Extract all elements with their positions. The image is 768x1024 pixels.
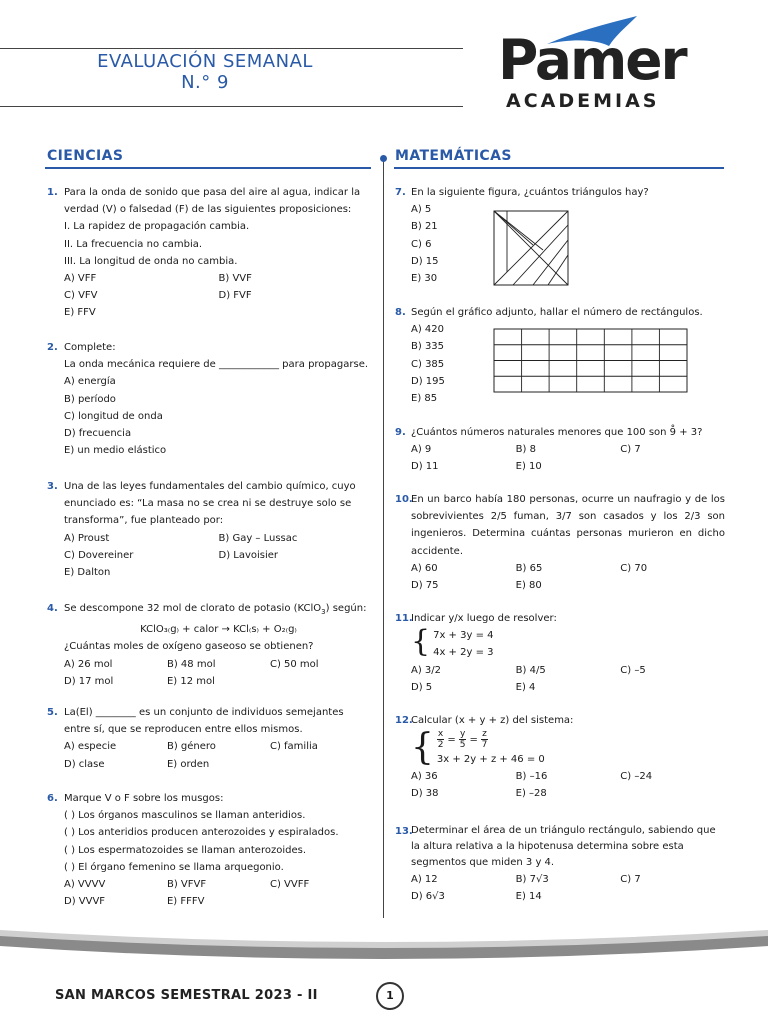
question-1 bbox=[47, 184, 373, 322]
proposition: III. La longitud de onda no cambia. bbox=[64, 255, 238, 267]
question-text: En la siguiente figura, ¿cuántos triángulos hay? bbox=[411, 187, 649, 198]
question-text: Indicar y/x luego de resolver: bbox=[411, 613, 557, 624]
question-text: ¿Cuántas moles de oxígeno gaseoso se obtienen? bbox=[64, 641, 314, 653]
chemical-equation: KClO₃₍g₎ + calor → KCl₍s₎ + O₂₍g₎ bbox=[140, 624, 297, 636]
question-text: Complete: bbox=[64, 342, 116, 353]
question-number: 13. bbox=[395, 826, 413, 837]
option-e[interactable]: E) FFV bbox=[64, 307, 96, 319]
option-b[interactable]: B) período bbox=[64, 393, 116, 405]
option-c[interactable]: C) longitud de onda bbox=[64, 410, 163, 422]
proposition: I. La rapidez de propagación cambia. bbox=[64, 221, 250, 233]
option-a[interactable]: A) energía bbox=[64, 376, 116, 388]
question-11 bbox=[395, 610, 725, 696]
question-number: 7. bbox=[395, 187, 406, 198]
question-number: 4. bbox=[47, 603, 58, 614]
rectangles-grid bbox=[493, 328, 689, 394]
question-text: La(El) ________ es un conjunto de individuos semejantes entre sí, que se reproducen entre ellos mismos. bbox=[64, 707, 344, 736]
option-a[interactable]: A) 3/2 bbox=[411, 664, 442, 676]
option-b[interactable]: B) género bbox=[166, 741, 216, 753]
option-d[interactable]: D) 75 bbox=[411, 580, 439, 592]
proposition: ( ) Los órganos masculinos se llaman anteridios. bbox=[64, 810, 306, 822]
proposition: ( ) Los anteridios producen anterozoides y espiralados. bbox=[64, 827, 339, 839]
option-e[interactable]: E) 85 bbox=[411, 393, 438, 405]
question-number: 6. bbox=[47, 793, 58, 804]
question-text: Marque V o F sobre los musgos: bbox=[64, 793, 224, 804]
option-b[interactable]: B) 7√3 bbox=[515, 874, 549, 885]
question-number: 3. bbox=[47, 481, 58, 492]
option-a[interactable]: A) 420 bbox=[411, 324, 445, 336]
equation-system: { $\frac{x}{2}$ = $\frac{y}{5}$ = $\frac{z}{7}$ 3x + 2y + z + 46 = 0 bbox=[411, 727, 545, 769]
option-e[interactable]: E) 4 bbox=[515, 681, 536, 693]
option-b[interactable]: B) –16 bbox=[515, 770, 548, 782]
question-12 bbox=[395, 712, 725, 802]
equation: 3x + 2y + z + 46 = 0 bbox=[436, 753, 545, 765]
option-c[interactable]: C) VFV bbox=[64, 290, 98, 302]
option-a[interactable]: A) 5 bbox=[411, 204, 432, 216]
option-b[interactable]: B) 8 bbox=[515, 444, 536, 456]
option-b[interactable]: B) 4/5 bbox=[515, 664, 546, 676]
option-d[interactable]: D) 17 mol bbox=[64, 675, 114, 687]
question-3 bbox=[47, 478, 373, 581]
option-e[interactable]: E) –28 bbox=[515, 788, 547, 800]
option-b[interactable]: B) 48 mol bbox=[166, 658, 216, 670]
option-c[interactable]: C) –5 bbox=[620, 664, 646, 676]
option-c[interactable]: C) VVFF bbox=[269, 879, 310, 891]
footer-text: SAN MARCOS SEMESTRAL 2023 - II bbox=[55, 988, 318, 1003]
section-title-matematicas: MATEMÁTICAS bbox=[395, 148, 512, 164]
option-d[interactable]: D) Lavoisier bbox=[218, 549, 279, 561]
option-a[interactable]: A) 9 bbox=[411, 444, 432, 456]
option-c[interactable]: C) 6 bbox=[411, 238, 432, 250]
header-rule-bottom bbox=[0, 106, 463, 107]
page-number: 1 bbox=[376, 982, 404, 1010]
question-6 bbox=[47, 790, 373, 910]
option-b[interactable]: B) VVF bbox=[218, 273, 252, 285]
question-4 bbox=[47, 600, 373, 690]
option-b[interactable]: B) VFVF bbox=[166, 879, 207, 891]
question-10 bbox=[395, 491, 725, 594]
option-e[interactable]: E) 30 bbox=[411, 273, 438, 285]
question-text: Determinar el área de un triángulo rectángulo, sabiendo que la altura relativa a la hipotenusa determina sobre esta segmentos que miden 3 y 4. bbox=[411, 825, 716, 868]
question-text: ¿Cuántos números naturales menores que 100 son 9̊ + 3? bbox=[411, 427, 703, 438]
option-c[interactable]: C) familia bbox=[269, 741, 318, 753]
divider-dot bbox=[380, 155, 387, 162]
option-a[interactable]: A) 26 mol bbox=[64, 658, 113, 670]
triangles-figure bbox=[493, 210, 569, 286]
question-text: Según el gráfico adjunto, hallar el número de rectángulos. bbox=[411, 307, 703, 318]
option-a[interactable]: A) VVVV bbox=[64, 879, 106, 891]
question-number: 2. bbox=[47, 342, 58, 353]
question-5 bbox=[47, 704, 373, 773]
question-text: Para la onda de sonido que pasa del aire al agua, indicar la verdad (V) o falsedad (F) de las siguientes proposiciones: bbox=[64, 187, 361, 216]
option-c[interactable]: C) 385 bbox=[411, 358, 445, 370]
option-a[interactable]: A) Proust bbox=[64, 532, 110, 544]
section-rule-right bbox=[394, 167, 724, 169]
option-e[interactable]: E) FFFV bbox=[166, 896, 205, 908]
header-rule-top bbox=[0, 48, 463, 49]
option-e[interactable]: E) Dalton bbox=[64, 567, 111, 579]
question-text: Calcular (x + y + z) del sistema: bbox=[411, 715, 574, 726]
option-d[interactable]: D) 11 bbox=[411, 461, 439, 473]
question-text: Una de las leyes fundamentales del cambio químico, cuyo enunciado es: “La masa no se crea ni se destruye solo se transforma”, fue planteado por: bbox=[64, 481, 356, 527]
option-c[interactable]: C) –24 bbox=[620, 770, 653, 782]
question-9 bbox=[395, 424, 725, 476]
column-divider bbox=[383, 158, 384, 918]
option-e[interactable]: E) un medio elástico bbox=[64, 445, 167, 457]
option-c[interactable]: C) 7 bbox=[620, 444, 641, 456]
option-d[interactable]: D) 5 bbox=[411, 681, 433, 693]
option-c[interactable]: C) 7 bbox=[620, 874, 641, 885]
option-d[interactable]: D) frecuencia bbox=[64, 428, 132, 440]
section-title-ciencias: CIENCIAS bbox=[47, 148, 124, 164]
question-number: 1. bbox=[47, 187, 58, 198]
logo-word: Pamer bbox=[498, 28, 686, 92]
option-c[interactable]: C) 50 mol bbox=[269, 658, 319, 670]
option-a[interactable]: A) 12 bbox=[411, 874, 438, 885]
option-b[interactable]: B) 65 bbox=[515, 562, 543, 574]
question-2 bbox=[47, 339, 373, 459]
equation: 7x + 3y = 4 bbox=[433, 630, 494, 642]
option-d[interactable]: D) 38 bbox=[411, 788, 439, 800]
question-number: 9. bbox=[395, 427, 406, 438]
option-a[interactable]: A) 60 bbox=[411, 562, 438, 574]
question-number: 12. bbox=[395, 715, 413, 726]
option-d[interactable]: D) 6√3 bbox=[411, 891, 445, 903]
question-number: 10. bbox=[395, 494, 413, 505]
option-c[interactable]: C) 70 bbox=[620, 562, 648, 574]
option-a[interactable]: A) especie bbox=[64, 741, 117, 753]
option-d[interactable]: D) clase bbox=[64, 758, 105, 770]
section-rule-left bbox=[45, 167, 371, 169]
page-title: EVALUACIÓN SEMANAL bbox=[97, 51, 313, 72]
question-text: La onda mecánica requiere de ____________ para propagarse. bbox=[64, 359, 369, 371]
option-b[interactable]: B) Gay – Lussac bbox=[218, 532, 298, 544]
option-e[interactable]: E) 12 mol bbox=[166, 675, 215, 687]
option-d[interactable]: D) 15 bbox=[411, 255, 439, 267]
question-text: Se descompone 32 mol de clorato de potasio (KClO$_3$) según: bbox=[64, 603, 367, 616]
logo-sub: ACADEMIAS bbox=[506, 90, 660, 112]
option-d[interactable]: D) VVVF bbox=[64, 896, 106, 908]
question-number: 11. bbox=[395, 613, 413, 624]
equation: $\frac{x}{2}$ = $\frac{y}{5}$ = $\frac{z}{7}$ bbox=[437, 729, 488, 751]
proposition: ( ) Los espermatozoides se llaman anterozoides. bbox=[64, 844, 306, 856]
proposition: ( ) El órgano femenino se llama arquegonio. bbox=[64, 861, 284, 873]
proposition: II. La frecuencia no cambia. bbox=[64, 238, 203, 250]
option-e[interactable]: E) 80 bbox=[515, 580, 542, 592]
option-b[interactable]: B) 21 bbox=[411, 221, 438, 233]
question-text: En un barco había 180 personas, ocurre un naufragio y de los sobrevivientes 2/5 fuman, 3/7 son casados y los 2/3 son ingenieros. Determina cuántas personas murieron en dicho accidente. bbox=[411, 494, 725, 557]
option-a[interactable]: A) VFF bbox=[64, 273, 97, 285]
option-b[interactable]: B) 335 bbox=[411, 341, 445, 353]
option-d[interactable]: D) FVF bbox=[218, 290, 252, 302]
footer-wave bbox=[0, 920, 768, 970]
question-13 bbox=[395, 823, 725, 905]
option-e[interactable]: E) orden bbox=[166, 758, 210, 770]
option-c[interactable]: C) Dovereiner bbox=[64, 549, 134, 561]
question-number: 8. bbox=[395, 307, 406, 318]
page-subtitle: N.° 9 bbox=[181, 72, 229, 93]
question-number: 5. bbox=[47, 707, 58, 718]
option-d[interactable]: D) 195 bbox=[411, 375, 445, 387]
equation-system: { 7x + 3y = 4 4x + 2y = 3 bbox=[411, 627, 725, 661]
option-e[interactable]: E) 10 bbox=[515, 461, 542, 473]
option-a[interactable]: A) 36 bbox=[411, 770, 438, 782]
option-e[interactable]: E) 14 bbox=[515, 891, 542, 903]
equation: 4x + 2y = 3 bbox=[433, 647, 494, 659]
